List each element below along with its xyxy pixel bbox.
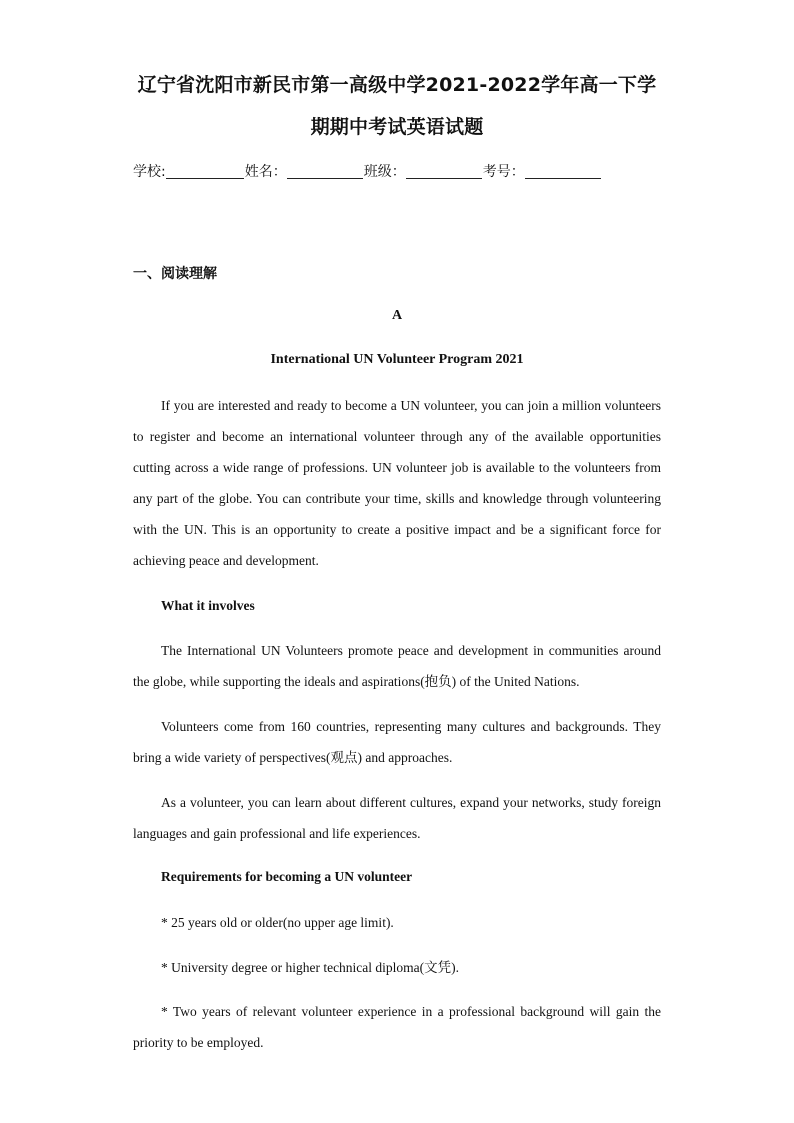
involves-paragraph-1 xyxy=(133,635,661,697)
involves-heading: What it involves xyxy=(161,598,255,613)
involves-text-1: The International UN Volunteers promote peace and development in communities around the globe, while supporting the ideals and aspirations(抱负) of the United Nations. xyxy=(133,643,661,689)
exam-number-blank[interactable] xyxy=(525,164,601,179)
class-blank[interactable] xyxy=(406,164,482,179)
intro-paragraph xyxy=(133,390,661,576)
involves-text-3: As a volunteer, you can learn about different cultures, expand your networks, study foreign languages and gain professional and life experiences. xyxy=(133,795,661,841)
involves-text-2: Volunteers come from 160 countries, representing many cultures and backgrounds. They bring a wide variety of perspectives(观点) and approaches. xyxy=(133,719,661,765)
passage-title: International UN Volunteer Program 2021 xyxy=(270,352,524,367)
section-title: 一、阅读理解 xyxy=(133,266,217,282)
passage-letter: A xyxy=(391,308,403,323)
name-blank[interactable] xyxy=(287,164,363,179)
exam-title-line-1: 辽宁省沈阳市新民市第一高级中学2021-2022学年高一下学 xyxy=(137,74,657,96)
student-info-line xyxy=(133,161,602,181)
exam-title-line-2: 期期中考试英语试题 xyxy=(310,116,484,138)
requirements-heading: Requirements for becoming a UN volunteer xyxy=(161,869,413,884)
involves-paragraph-3 xyxy=(133,787,661,849)
intro-text: If you are interested and ready to become a UN volunteer, you can join a million volunteers to register and become an international volunteer through any of the available opportunities cutting across a wide range of professions. UN volunteer job is available to the volunteers from any part of the globe. You can contribute your time, skills and knowledge through volunteering with the UN. This is an opportunity to create a positive impact and be a significant force for achieving peace and development. xyxy=(133,398,661,568)
name-label: 姓名： xyxy=(244,164,287,180)
class-label: 班级： xyxy=(363,164,406,180)
school-label: 学校: xyxy=(133,164,166,180)
requirement-item-age: * 25 years old or older(no upper age limit). xyxy=(161,915,394,930)
involves-paragraph-2 xyxy=(133,711,661,773)
requirement-item-experience: * Two years of relevant volunteer experience in a professional background will gain the priority to be employed. xyxy=(133,1004,661,1050)
exam-number-label: 考号： xyxy=(482,164,525,180)
requirement-item-degree: * University degree or higher technical diploma(文凭). xyxy=(161,960,460,975)
school-blank[interactable] xyxy=(166,164,244,179)
